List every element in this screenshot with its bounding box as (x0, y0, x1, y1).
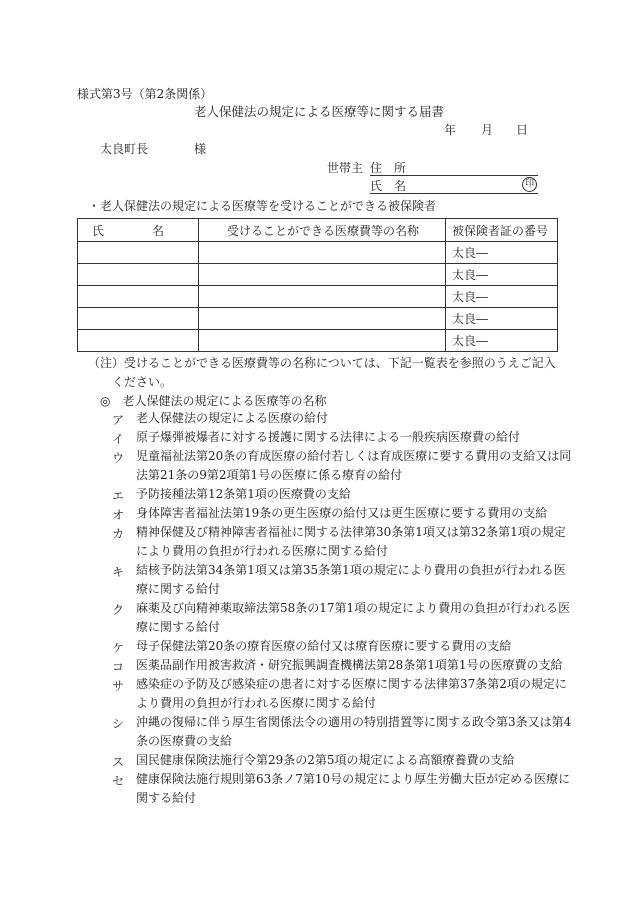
list-item-key: ス (112, 755, 125, 769)
list-item-key: エ (112, 489, 125, 503)
list-item-key: ウ (112, 451, 125, 465)
name-cell[interactable] (78, 330, 199, 352)
list-item-key: カ (112, 527, 125, 541)
table-row (78, 308, 558, 330)
benefit-cell[interactable] (199, 308, 446, 330)
address-label: 住 所 (370, 161, 407, 175)
addressee-honorific: 様 (194, 142, 207, 156)
table-row (78, 242, 558, 264)
card-number-cell[interactable]: 太良― (446, 308, 558, 330)
column-header-name: 氏 名 (78, 219, 199, 242)
list-item: 結核予防法第34条第1項又は第35条第1項の規定により費用の負担が行われる医療に関する給付 (136, 563, 566, 596)
table-header-row (78, 219, 558, 242)
table-row (78, 286, 558, 308)
list-item: 身体障害者福祉法第19条の更生医療の給付又は更生医療に要する費用の支給 (136, 506, 548, 520)
address-field[interactable] (370, 175, 538, 176)
list-item: 原子爆弾被爆者に対する援護に関する法律による一般疾病医療費の給付 (136, 430, 521, 444)
list-item-key: シ (112, 717, 125, 731)
list-item: 麻薬及び向精神薬取締法第58条の17第1項の規定により費用の負担が行われる医療に関する給付 (136, 601, 571, 634)
benefit-cell[interactable] (199, 286, 446, 308)
card-number-cell[interactable]: 太良― (446, 242, 558, 264)
list-item: 精神保健及び精神障害者福祉に関する法律第30条第1項又は第32条第1項の規定により費用の負担が行われる医療に関する給付 (136, 525, 566, 558)
date-month-label: 月 (481, 123, 494, 137)
card-number-cell[interactable]: 太良― (446, 286, 558, 308)
seal-mark: 印 (522, 177, 537, 192)
form-number: 様式第3号（第2条関係） (77, 87, 213, 101)
date-year-label: 年 (444, 123, 457, 137)
household-head-label: 世帯主 (327, 161, 364, 175)
note-text-line1: 受けることができる医療費等の名称については、下記一覧表を参照のうえご記入 (124, 356, 556, 370)
list-item: 感染症の予防及び感染症の患者に対する医療に関する法律第37条第2項の規定により費用の負担が行われる医療に関する給付 (136, 677, 567, 710)
list-heading: ◎ 老人保健法の規定による医療等の名称 (100, 394, 327, 408)
name-cell[interactable] (78, 264, 199, 286)
list-item-key: オ (112, 508, 125, 522)
addressee-name: 太良町長 (100, 142, 149, 156)
card-number-cell[interactable]: 太良― (446, 264, 558, 286)
benefit-cell[interactable] (199, 330, 446, 352)
list-item-key: セ (112, 774, 125, 788)
list-item: 予防接種法第12条第1項の医療費の支給 (136, 487, 351, 501)
note-label: （注） (88, 356, 125, 370)
name-field[interactable] (370, 193, 538, 194)
list-item-key: イ (112, 432, 125, 446)
name-cell[interactable] (78, 286, 199, 308)
list-item: 国民健康保険法施行令第29条の2第5項の規定による高額療養費の支給 (136, 753, 515, 767)
column-header-benefit: 受けることができる医療費等の名称 (199, 219, 446, 242)
name-label: 氏 名 (370, 179, 407, 193)
name-cell[interactable] (78, 242, 199, 264)
list-item: 母子保健法第20条の療育医療の給付又は療育医療に要する費用の支給 (136, 639, 512, 653)
list-item: 医薬品副作用被害救済・研究振興調査機構法第28条第1項第1号の医療費の支給 (136, 658, 563, 672)
list-item-key: コ (112, 660, 125, 674)
list-item-key: キ (112, 565, 125, 579)
list-item: 健康保険法施行規則第63条ノ7第10号の規定により厚生労働大臣が定める医療に関する給付 (136, 772, 571, 805)
section-heading: ・老人保健法の規定による医療等を受けることができる被保険者 (88, 199, 437, 213)
date-day-label: 日 (516, 123, 529, 137)
list-item: 沖縄の復帰に伴う厚生省関係法令の適用の特別措置等に関する政令第3条又は第4条の医療費の支給 (136, 715, 572, 748)
name-cell[interactable] (78, 308, 199, 330)
list-item: 老人保健法の規定による医療の給付 (136, 411, 329, 425)
table-row (78, 330, 558, 352)
card-number-cell[interactable]: 太良― (446, 330, 558, 352)
benefit-cell[interactable] (199, 264, 446, 286)
benefit-cell[interactable] (199, 242, 446, 264)
column-header-card-number: 被保険者証の番号 (446, 219, 558, 242)
list-item-key: サ (112, 679, 125, 693)
list-item-key: ク (112, 603, 125, 617)
list-item: 児童福祉法第20条の育成医療の給付若しくは育成医療に要する費用の支給又は同法第21条の9第2項第1号の医療に係る療育の給付 (136, 449, 572, 482)
insured-table (77, 218, 558, 352)
table-row (78, 264, 558, 286)
list-item-key: ケ (112, 641, 125, 655)
note-text-line2: ください。 (112, 375, 173, 389)
page-title: 老人保健法の規定による医療等に関する届書 (194, 104, 445, 119)
list-item-key: ア (112, 413, 125, 427)
